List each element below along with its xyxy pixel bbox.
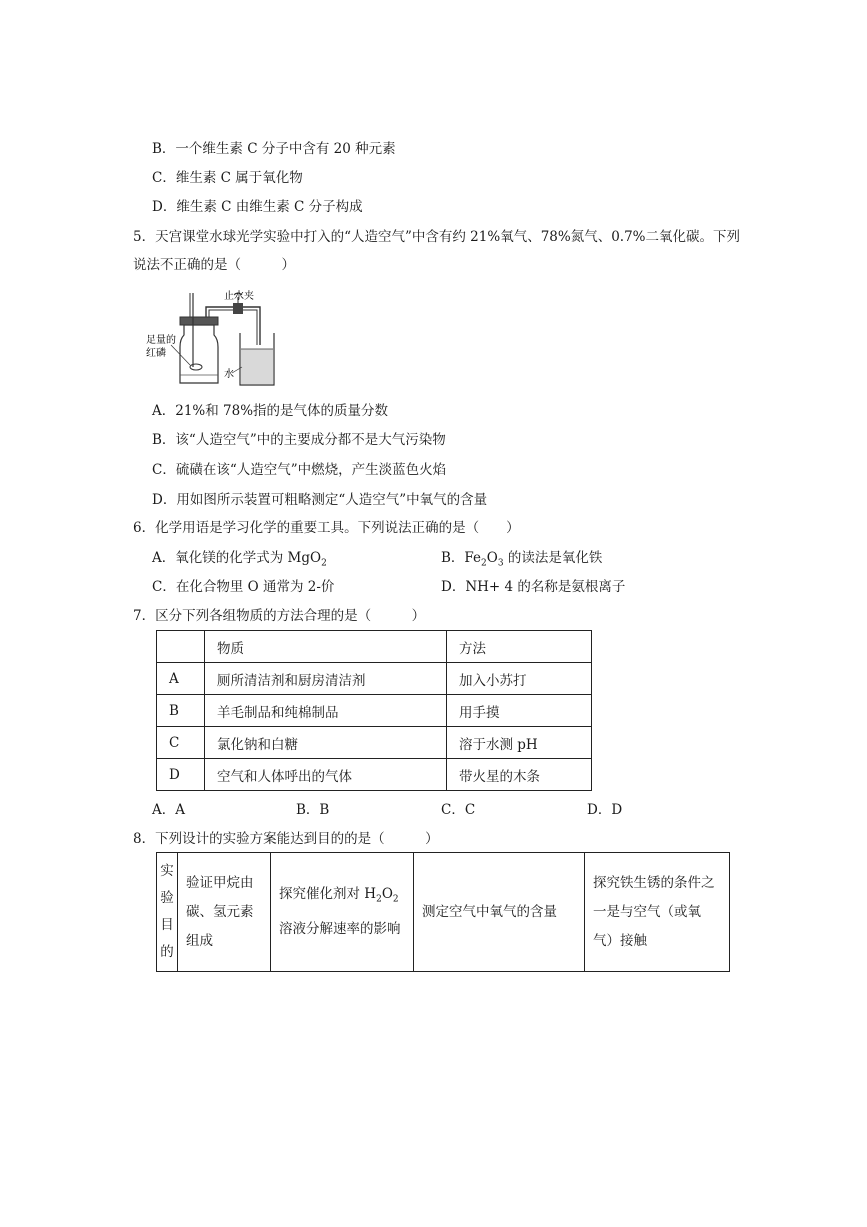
q6-option-b: B．$Fe_2O_3$ 的读法是氧化铁 — [441, 550, 603, 569]
q5-option-b: B．该“人造空气”中的主要成分都不是大气污染物 — [152, 432, 446, 448]
q8-table — [156, 852, 730, 972]
table-cell: 用手摸 — [447, 695, 592, 727]
row-header-cell: 实验目的 — [157, 853, 178, 972]
figure-label-phosphorus-2: 红磷 — [146, 348, 166, 359]
table-row — [157, 853, 730, 972]
q7-stem: 7．区分下列各组物质的方法合理的是（ ） — [133, 608, 426, 624]
figure-label-clamp: 止水夹 — [224, 291, 254, 302]
table-header-cell: 方法 — [447, 631, 592, 663]
q8-stem: 8．下列设计的实验方案能达到目的的是（ ） — [133, 831, 439, 847]
q5-option-d: D．用如图所示装置可粗略测定“人造空气”中氧气的含量 — [152, 492, 488, 508]
table-cell: B — [157, 695, 205, 727]
q7-choice-b: B．B — [296, 802, 330, 818]
table-cell: 探究催化剂对 $H_2O_2$ 溶液分解速率的影响 — [271, 853, 414, 972]
table-cell: 加入小苏打 — [447, 663, 592, 695]
table-header-row — [157, 631, 592, 663]
table-cell: 厕所清洁剂和厨房清洁剂 — [205, 663, 447, 695]
q6-stem: 6．化学用语是学习化学的重要工具。下列说法正确的是（ ） — [133, 520, 520, 536]
table-cell: D — [157, 759, 205, 791]
q4-option-d: D．维生素 C 由维生素 C 分子构成 — [152, 199, 363, 215]
table-header-cell — [157, 631, 205, 663]
q7-choice-c: C．C — [441, 802, 476, 818]
table-cell: C — [157, 727, 205, 759]
q7-table — [156, 630, 592, 791]
table-cell: 羊毛制品和纯棉制品 — [205, 695, 447, 727]
table-cell: 溶于水测 pH — [447, 727, 592, 759]
table-header-cell: 物质 — [205, 631, 447, 663]
table-row — [157, 727, 592, 759]
q7-choice-a: A．A — [152, 802, 185, 818]
q5-stem-line2: 说法不正确的是（ ） — [133, 257, 295, 273]
q7-choice-d: D．D — [587, 802, 623, 818]
q5-option-c: C．硫磺在该“人造空气”中燃烧，产生淡蓝色火焰 — [152, 462, 447, 478]
table-cell: 探究铁生锈的条件之一是与空气（或氧气）接触 — [585, 853, 730, 972]
table-row — [157, 759, 592, 791]
q5-stem-line1: 5．天宫课堂水球光学实验中打入的“人造空气”中含有约 21%氧气、78%氮气、0.7%二氧化碳。下列 — [133, 229, 740, 245]
q4-option-b: B．一个维生素 C 分子中含有 20 种元素 — [152, 141, 396, 157]
table-cell: 测定空气中氧气的含量 — [414, 853, 585, 972]
table-cell: A — [157, 663, 205, 695]
q6-option-d: D．NH+ 4 的名称是氨根离子 — [441, 579, 626, 595]
table-cell: 氯化钠和白糖 — [205, 727, 447, 759]
q6-option-a: A．氧化镁的化学式为 MgO$_2$ — [152, 550, 327, 569]
table-row — [157, 695, 592, 727]
figure-label-phosphorus-1: 足量的 — [146, 335, 176, 346]
q6-option-c: C．在化合物里 O 通常为 2-价 — [152, 579, 335, 595]
table-cell: 验证甲烷由碳、氢元素组成 — [178, 853, 271, 972]
q5-apparatus-figure — [146, 287, 276, 389]
q4-option-c: C．维生素 C 属于氧化物 — [152, 170, 303, 186]
table-cell: 带火星的木条 — [447, 759, 592, 791]
table-row — [157, 663, 592, 695]
q5-option-a: A．21%和 78%指的是气体的质量分数 — [152, 403, 389, 419]
figure-label-water: 水 — [224, 369, 234, 380]
table-cell: 空气和人体呼出的气体 — [205, 759, 447, 791]
